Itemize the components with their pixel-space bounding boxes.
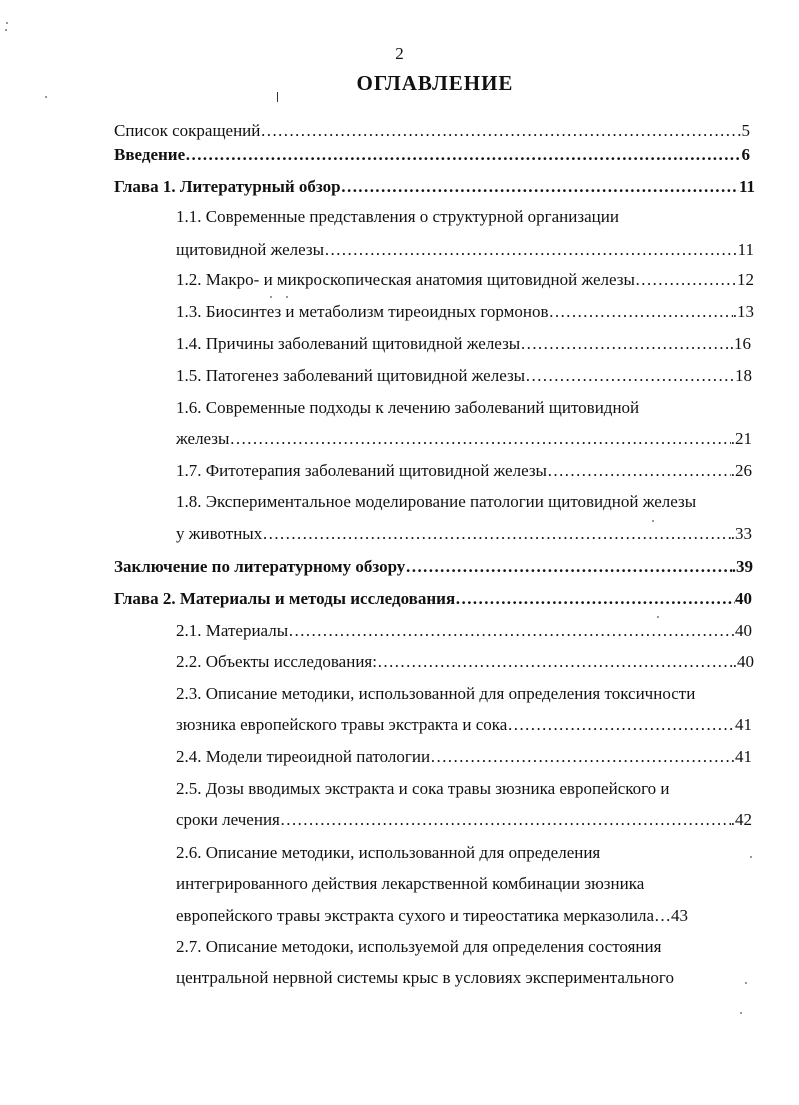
toc-entry-title: Глава 2. Материалы и методы исследования <box>114 589 456 608</box>
dot-leader <box>549 302 733 322</box>
toc-entry-title: железы <box>176 429 230 448</box>
toc-entry-2-6-line-2: интегрированного действия лекарственной комбинации зюзника <box>176 874 645 893</box>
toc-entry-introduction <box>114 145 750 165</box>
toc-entry-1-2 <box>176 270 754 290</box>
toc-entry-1-6-line-1: 1.6. Современные подходы к лечению заболеваний щитовидной <box>176 398 640 417</box>
toc-entry-title: щитовидной железы <box>176 240 325 259</box>
scan-speck <box>652 520 654 522</box>
toc-entry-1-7 <box>176 461 752 481</box>
scan-speck <box>657 616 659 618</box>
toc-entry-title: Список сокращений <box>114 121 261 140</box>
dot-leader <box>229 429 730 449</box>
toc-entry-title: 2.2. Объекты исследования: <box>176 652 377 671</box>
scan-speck <box>6 22 8 24</box>
toc-entry-page: .26 <box>730 461 752 480</box>
toc-entry-2-6-line-1: 2.6. Описание методики, использованной для определения <box>176 843 601 862</box>
scan-mark <box>277 92 278 102</box>
toc-entry-page: 40 <box>735 589 752 608</box>
toc-entry-1-8 <box>176 524 752 544</box>
toc-entry-page: .5 <box>737 121 750 140</box>
toc-entry-page: 11 <box>738 177 755 196</box>
toc-entry-2-5-line-1: 2.5. Дозы вводимых экстракта и сока травы зюзника европейского и <box>176 779 670 798</box>
toc-entry-title: зюзника европейского травы экстракта и сока <box>176 715 508 734</box>
dot-leader <box>547 461 731 481</box>
dot-leader <box>185 145 741 165</box>
toc-entry-page: 40 <box>735 621 752 640</box>
scan-speck <box>45 96 47 98</box>
dot-leader <box>377 652 733 672</box>
dot-leader <box>262 524 731 544</box>
toc-entry-1-6 <box>176 429 752 449</box>
toc-entry-title: Глава 1. Литературный обзор <box>114 177 341 196</box>
dot-leader <box>341 177 739 197</box>
dot-leader <box>635 270 737 290</box>
toc-entry-2-2 <box>176 652 754 672</box>
dot-leader <box>324 240 738 260</box>
toc-entry-2-7-line-2: центральной нервной системы крыс в условиях экспериментального <box>176 968 674 987</box>
toc-entry-page: 12 <box>737 270 754 289</box>
scan-speck <box>745 982 747 984</box>
dot-leader <box>455 589 735 609</box>
toc-entry-page: .16 <box>729 334 751 353</box>
toc-entry-title: 1.3. Биосинтез и метаболизм тиреоидных гормонов <box>176 302 549 321</box>
toc-entry-page: 18 <box>735 366 752 385</box>
toc-entry-page: .13 <box>732 302 754 321</box>
toc-entry-title: сроки лечения <box>176 810 280 829</box>
toc-entry-2-3-line-1: 2.3. Описание методики, использованной для определения токсичности <box>176 684 696 703</box>
toc-entry-1-4 <box>176 334 751 354</box>
toc-entry-2-1 <box>176 621 752 641</box>
toc-entry-title: 2.4. Модели тиреоидной патологии <box>176 747 431 766</box>
scan-speck <box>270 296 272 298</box>
toc-entry-conclusion <box>114 557 753 577</box>
toc-entry-page: 41 <box>735 715 752 734</box>
dot-leader <box>507 715 735 735</box>
toc-entry-2-4 <box>176 747 752 767</box>
toc-entry-page: .42 <box>730 810 752 829</box>
dot-leader <box>430 747 731 767</box>
toc-entry-title: у животных <box>176 524 263 543</box>
dot-leader <box>260 121 737 141</box>
toc-entry-page: .41 <box>730 747 752 766</box>
toc-entry-2-7-line-1: 2.7. Описание методоки, используемой для определения состояния <box>176 937 662 956</box>
toc-entry-title: Введение <box>114 145 186 164</box>
toc-entry-page: …43 <box>654 906 689 925</box>
scan-speck <box>286 296 288 298</box>
toc-entry-page: 11 <box>737 240 754 259</box>
dot-leader <box>288 621 735 641</box>
toc-entry-chapter-1 <box>114 177 755 197</box>
toc-entry-1-1-line-1: 1.1. Современные представления о структурной организации <box>176 207 619 226</box>
toc-entry-title: 1.7. Фитотерапия заболеваний щитовидной железы <box>176 461 547 480</box>
toc-entry-page: .39 <box>731 557 753 576</box>
toc-entry-2-6 <box>176 906 752 926</box>
page-title: ОГЛАВЛЕНИЕ <box>356 71 514 95</box>
toc-entry-1-3 <box>176 302 754 322</box>
toc-entry-title: европейского травы экстракта сухого и тиреостатика мерказолила <box>176 906 655 925</box>
toc-entry-title: 1.2. Макро- и микроскопическая анатомия щитовидной железы <box>176 270 635 289</box>
page-number: 2 <box>395 44 404 63</box>
dot-leader <box>280 810 731 830</box>
toc-entry-2-3 <box>176 715 752 735</box>
toc-entry-title: 2.1. Материалы <box>176 621 289 640</box>
toc-entry-page: .33 <box>730 524 752 543</box>
toc-entry-1-5 <box>176 366 752 386</box>
toc-entry-title: Заключение по литературному обзору <box>114 557 406 576</box>
toc-entry-title: 1.5. Патогенез заболеваний щитовидной железы <box>176 366 526 385</box>
scan-speck <box>750 856 752 858</box>
dot-leader <box>525 366 735 386</box>
dot-leader <box>405 557 731 577</box>
toc-entry-2-5 <box>176 810 752 830</box>
toc-entry-page: 6 <box>741 145 750 164</box>
scan-speck <box>5 29 7 31</box>
toc-entry-chapter-2 <box>114 589 752 609</box>
toc-entry-abbreviations <box>114 121 750 141</box>
toc-entry-1-1 <box>176 240 754 260</box>
toc-entry-1-8-line-1: 1.8. Экспериментальное моделирование патологии щитовидной железы <box>176 492 697 511</box>
toc-entry-title: 1.4. Причины заболеваний щитовидной железы <box>176 334 521 353</box>
toc-entry-page: .40 <box>732 652 754 671</box>
toc-entry-page: .21 <box>730 429 752 448</box>
scan-speck <box>740 1012 742 1014</box>
dot-leader <box>520 334 730 354</box>
